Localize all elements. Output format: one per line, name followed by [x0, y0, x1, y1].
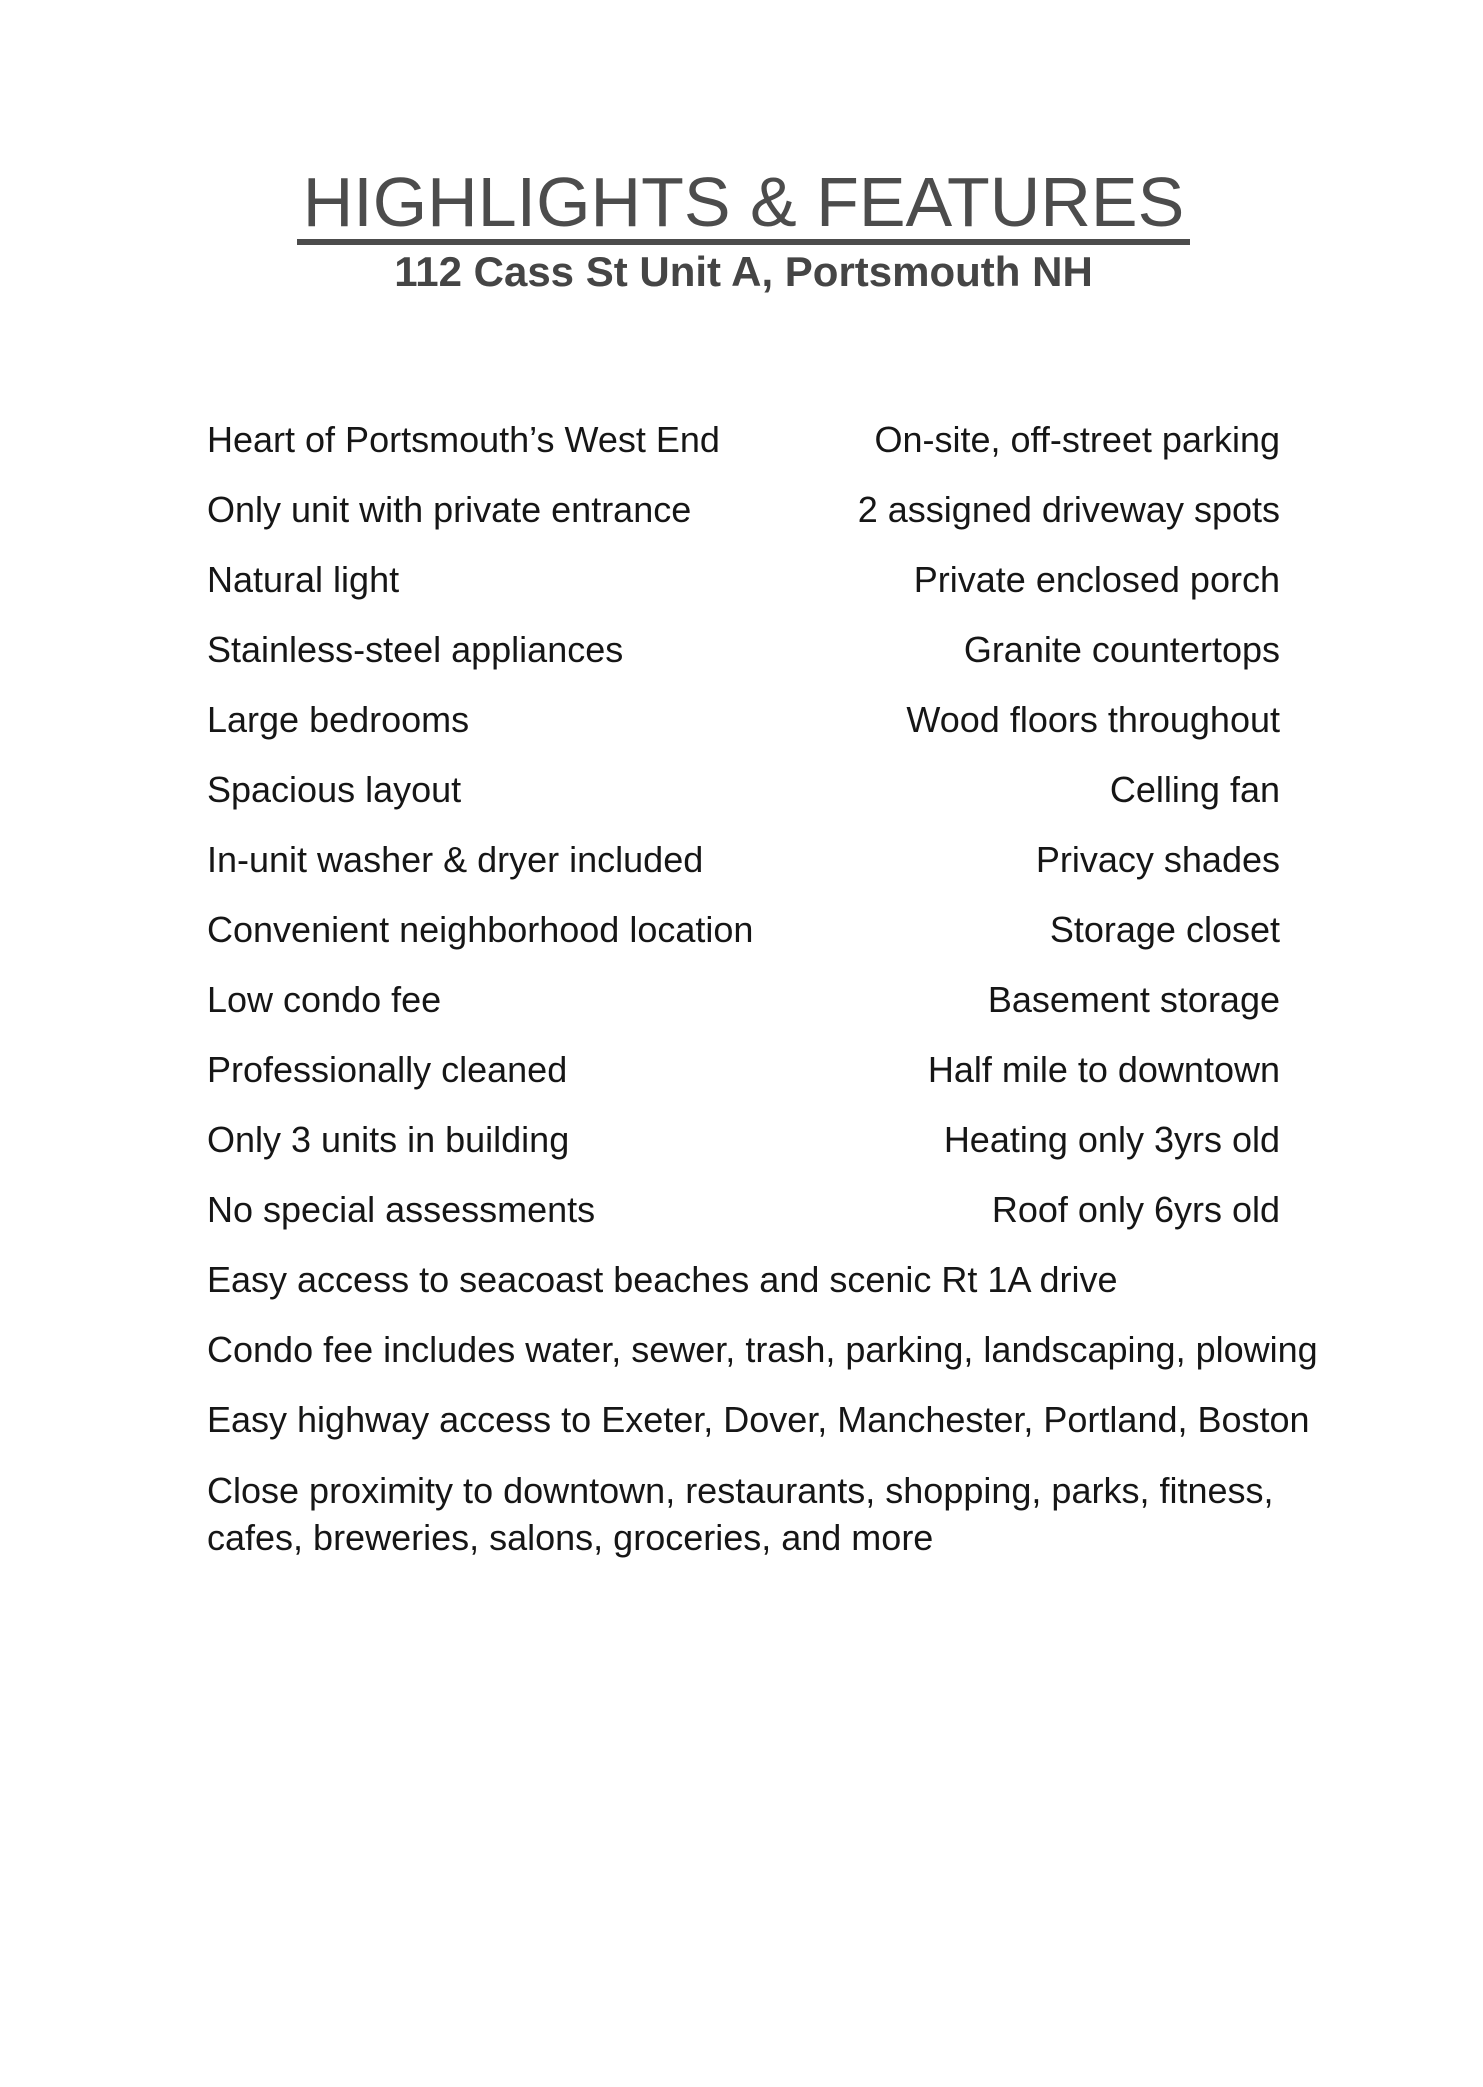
- feature-row: [207, 615, 1280, 685]
- feature-left: Heart of Portsmouth’s West End: [207, 419, 720, 460]
- feature-list-two-column: [207, 405, 1280, 1245]
- feature-right: Privacy shades: [1035, 839, 1280, 880]
- feature-right: Wood floors throughout: [906, 699, 1280, 740]
- feature-left: No special assessments: [207, 1189, 596, 1230]
- page-subtitle: 112 Cass St Unit A, Portsmouth NH: [394, 248, 1093, 295]
- feature-right: Storage closet: [1049, 909, 1280, 950]
- feature-row: [207, 755, 1280, 825]
- feature-right: Private enclosed porch: [913, 559, 1280, 600]
- feature-left: Spacious layout: [207, 769, 462, 810]
- feature-right: Basement storage: [987, 979, 1280, 1020]
- feature-left: In-unit washer & dryer included: [207, 839, 704, 880]
- feature-row: [207, 965, 1280, 1035]
- feature-row: [207, 895, 1280, 965]
- feature-right: Granite countertops: [963, 629, 1280, 670]
- feature-left: Large bedrooms: [207, 699, 470, 740]
- feature-row: [207, 405, 1280, 475]
- feature-row: [207, 1035, 1280, 1105]
- feature-left: Only unit with private entrance: [207, 489, 692, 530]
- feature-row: [207, 475, 1280, 545]
- feature-right: Half mile to downtown: [927, 1049, 1280, 1090]
- feature-left: Natural light: [207, 559, 400, 600]
- closing-paragraph: Close proximity to downtown, restaurants, shopping, parks, fitness, cafes, breweries, salons, groceries, and more: [207, 1470, 1274, 1558]
- feature-right: Heating only 3yrs old: [943, 1119, 1280, 1160]
- page-title: [207, 163, 1280, 245]
- document-page: [0, 163, 1483, 2087]
- feature-left: Low condo fee: [207, 979, 442, 1020]
- feature-right: 2 assigned driveway spots: [857, 489, 1280, 530]
- feature-line: Easy highway access to Exeter, Dover, Manchester, Portland, Boston: [207, 1399, 1310, 1440]
- feature-right: Roof only 6yrs old: [991, 1189, 1280, 1230]
- feature-list-full-width: [207, 1245, 1318, 1455]
- feature-left: Convenient neighborhood location: [207, 909, 754, 950]
- feature-line: Easy access to seacoast beaches and scenic Rt 1A drive: [207, 1259, 1118, 1300]
- feature-right: Celling fan: [1109, 769, 1280, 810]
- feature-row: [207, 685, 1280, 755]
- feature-left: Professionally cleaned: [207, 1049, 568, 1090]
- feature-left: Stainless-steel appliances: [207, 629, 624, 670]
- feature-right: On-site, off-street parking: [874, 419, 1280, 460]
- feature-row: [207, 1175, 1280, 1245]
- feature-row: [207, 1105, 1280, 1175]
- feature-line: Condo fee includes water, sewer, trash, parking, landscaping, plowing: [207, 1329, 1318, 1370]
- feature-left: Only 3 units in building: [207, 1119, 570, 1160]
- feature-row: [207, 825, 1280, 895]
- page-title-text: HIGHLIGHTS & FEATURES: [297, 167, 1191, 245]
- feature-row: [207, 545, 1280, 615]
